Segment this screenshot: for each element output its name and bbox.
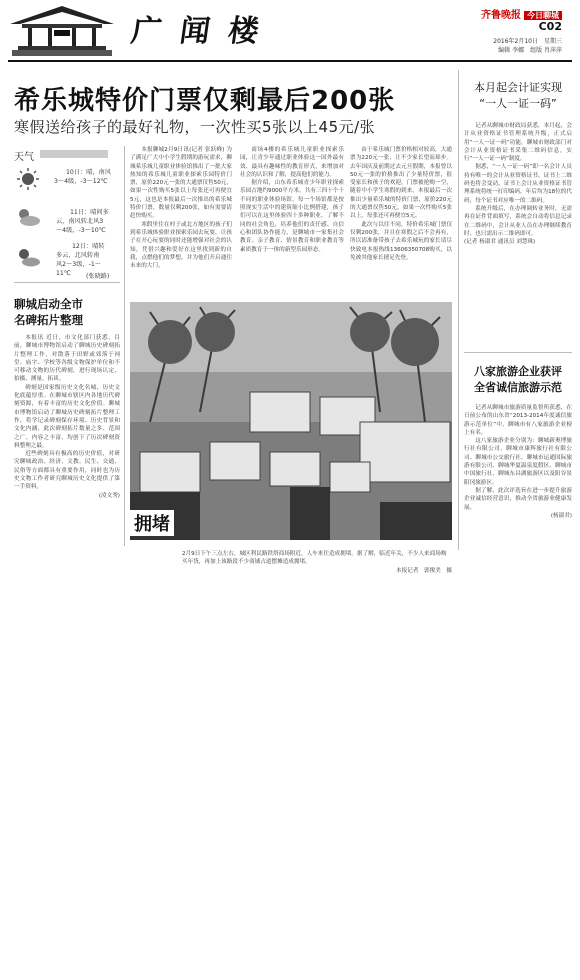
left-story-byline: (凌文秀) xyxy=(98,492,120,499)
section-divider xyxy=(14,282,120,283)
paragraph: 记者从聊城市财政局获悉，本月起，会计从业资格证书管理系统升级，正式启用“一人一证一码”功能，聊城市财政部门对会计从业资格证书采集二维码信息，实行“一人一证一码”制度。 xyxy=(464,123,572,163)
right-story-2-title-1: 八家旅游企业获评 xyxy=(474,365,562,378)
section-divider xyxy=(464,352,572,353)
paragraph: 据悉，“一人一证一码”即一名会计人员持有唯一的会计从业资格证书，证书上二维码也将会变动，证书上会计从业资格证书管理系统将统一打印编码，年后均为18位的代码，每个证书对应唯一的二维码。 xyxy=(464,164,572,204)
newspaper-brand xyxy=(481,6,562,21)
sun-icon xyxy=(14,168,42,190)
paragraph: 这八家旅游企业分别为：聊城新奥博旅行社有限公司、聊城市康辉旅行社有限公司、聊城市公交旅行社、聊城市运通国际旅游有限公司、聊城华夏温泉度假区、聊城市中国旅行社、聊城东昌湖旅游区以及阳谷景阳冈旅游区。 xyxy=(464,438,572,486)
paragraph: 由于希乐城门票价格相对较高，大通票为220元一张，让不少家长望而却步。去年国庆及前期过去元旦假期，本报曾以50元一张的价格推出了少量特价票，很受家长和孩子的欢迎，门票被抢购一空，随着中小学生寒假的到来，本报最后一次推出少量希乐城的特价门票，原价220元的大通票仅售50元，如果一次性购买5张以上，每张还可再便宜5元。 xyxy=(350,147,452,220)
traffic-jam-photo xyxy=(130,302,452,540)
paragraph: 寒假里住在村子或北方地区的孩子们到希乐城体验职业探索乐园去玩耍，让孩子在开心玩耍的同时还能增强对社会的认知，凭借兴趣和爱好在这里找到新的自我，点燃他们的梦想，并为他们开启通往未来的大门。 xyxy=(130,221,232,270)
paragraph: 据了解，此次评选旨在进一步提升旅游企业诚信经营意识，推动全省旅游业健康发展。 xyxy=(464,487,572,511)
article-column-1 xyxy=(130,146,232,270)
right-story-2-body xyxy=(464,404,572,520)
brand-sub: 今日聊城 xyxy=(524,11,562,20)
issue-date: 2016年2月10日 星期三 xyxy=(493,38,562,45)
photo-title: 拥堵 xyxy=(130,510,174,536)
masthead xyxy=(0,0,580,62)
weather-day-3-line-2: 多云，北风转南 xyxy=(56,252,100,259)
paragraph: 记者从聊城市旅游质量监督所获悉，在日前公布的山东省“2013-2014年度诚信旅游示范单位”中，聊城市有八家旅游企业榜上有名。 xyxy=(464,405,572,436)
section-title: 广 闻 楼 xyxy=(129,14,265,49)
left-story-body xyxy=(14,334,120,500)
main-subhead: 寒假送给孩子的最好礼物，一次性买5张以上45元/张 xyxy=(14,118,376,136)
weather-title: 天气 xyxy=(14,152,34,163)
left-story-title-2: 名碑拓片整理 xyxy=(14,313,83,327)
right-story-1-body xyxy=(464,122,572,246)
weather-day-1-line-1: 10日：晴，南风 xyxy=(66,169,111,176)
caption-text: 2月9日下午三点左右，城区利民路铁塔商场附近，人车来往造成拥堵。据了解，临近年关，不少人来商场购买年货，再加上该路段不少商铺占道摆摊造成拥堵。 xyxy=(182,551,447,566)
right-story-2-title-2: 全省诚信旅游示范 xyxy=(474,381,562,394)
right-story-1-title-1: 本月起会计证实现 xyxy=(474,81,562,94)
paragraph: 本报讯 近日，市文化部门获悉，目前，聊城市博物馆启动了聊城历史碑刻拓片整理工作，对散落于田野或郊落于祠堂、庙宇、学校等各级文物保护单位和不可移动文物的历代碑刻，进行现场认定、拍摄、测量、拓谈。 xyxy=(14,335,120,383)
paragraph: 系统升级后，在办理调转业务时，无需再在证件背面填写，系统会自动将信息记录在二维码中，会计从业人员在办理继续教育时，也只需出示二维码即可。 xyxy=(464,205,572,237)
weather-byline: (张晓路) xyxy=(86,273,110,280)
left-story-title-1: 聊城启动全市 xyxy=(14,297,83,311)
traffic-jam-photo-art xyxy=(130,302,452,540)
right-story-1-title-2: “一人一证一码” xyxy=(479,97,557,110)
pavilion-logo-icon xyxy=(8,4,116,58)
paragraph: 据介绍，山东希乐城青少年职业探索乐园占地约9000平方米，共有三四十个十不同的职业体验场馆，每一个场馆都是按照现实生活中的建筑缩小比例搭建，孩子们可以在这里体验四十多种职业，了解不同的社会角色，培养他们的责任感、自信心和团队协作能力，是聊城市一家集社会教育、亲子教育、情景教育和职业教育等素质教育于一体的新型乐园形态。 xyxy=(240,180,344,253)
paragraph: 此次与以往不同，特价希乐城门票仅仅剩200张，并且在寒假之后不会再有，所以请准备带孩子去希乐城玩的家长请尽快致电本报热线13606350708购买，以免被其他家长捷足先登。 xyxy=(350,221,452,261)
partly-cloudy-icon xyxy=(14,206,42,228)
right-story-1-byline: (记者 杨淑君 通讯员 刘慧珠) xyxy=(464,239,536,246)
paragraph: 本报聊城2月9日讯(记者 张跃峰) 为了满足广大中小学生假期的游玩需求，聊城希乐城儿童职业体验馆推出了一批大家热知的希乐城儿童职业探索乐园特价门票，原价220元一张的大通票仅售50元，如果一次性购买5张以上每张还可再便宜5元，这也是本报最后一次推出的希乐城特价门票，数量仅剩200张，如有需要请赶快购买。 xyxy=(130,147,232,220)
weather-day-2-line-3: ～4级，-3～10℃ xyxy=(56,227,106,234)
paragraph: 近些碑刻具有极高的历史价值，对研究聊城政治、经济、文教、民生、交通、民俗等方面都具有重要作用，同时也为历史文物工作者研究聊城历史文化提供了第一手资料。 xyxy=(14,451,120,491)
weather-day-3-line-3: 风2～3级，-1～ xyxy=(56,261,101,268)
sun-cloud-icon xyxy=(14,246,42,268)
header-rule xyxy=(8,60,572,62)
brand-name: 齐鲁晚报 xyxy=(481,10,521,21)
weather-day-2-line-2: 云，南风转北风3 xyxy=(56,218,104,225)
weather-day-3-line-4: 11℃ xyxy=(56,270,71,277)
column-divider xyxy=(124,146,125,546)
article-column-3 xyxy=(350,146,452,262)
paragraph: 碑刻是国家级历史文化名城、历史文化底蕴厚重。在聊城市辖区内各地历代碑刻资源，有着丰富的历史文化价值。聊城市博物馆启动了聊城历史碑刻拓片整理工作，将学记录碑刻保存环境、历史背景和文化内涵，此次碑刻拓片数量之多、范围之广、内容之丰富，均创下了历次碑刻资料整理之最。 xyxy=(14,384,120,449)
main-headline: 希乐城特价门票仅剩最后200张 xyxy=(14,86,396,116)
column-divider xyxy=(458,70,459,550)
caption-byline: 本报记者 郭俊美 摄 xyxy=(396,567,452,574)
weather-day-3-line-1: 12日：晴转 xyxy=(72,243,105,250)
paragraph: 商场4楼的希乐城儿童职业探索乐园，让青少年通过职业体验这一国外最有效、最具有趣味性的教育形式，来增加对社会的认识和了解，提高他们的能力。 xyxy=(240,147,344,178)
article-column-2 xyxy=(240,146,344,254)
weather-day-1-line-2: 3～4级，-3～12℃ xyxy=(54,178,108,185)
weather-day-2-line-1: 11日：晴间多 xyxy=(70,209,109,216)
weather-title-bar xyxy=(40,150,108,158)
photo-caption xyxy=(182,550,452,575)
editors-line: 编辑 李娜 组版 肖萍萍 xyxy=(498,47,562,54)
page-code: C02 xyxy=(538,20,562,33)
right-story-2-byline: (杨淑君) xyxy=(550,512,572,519)
